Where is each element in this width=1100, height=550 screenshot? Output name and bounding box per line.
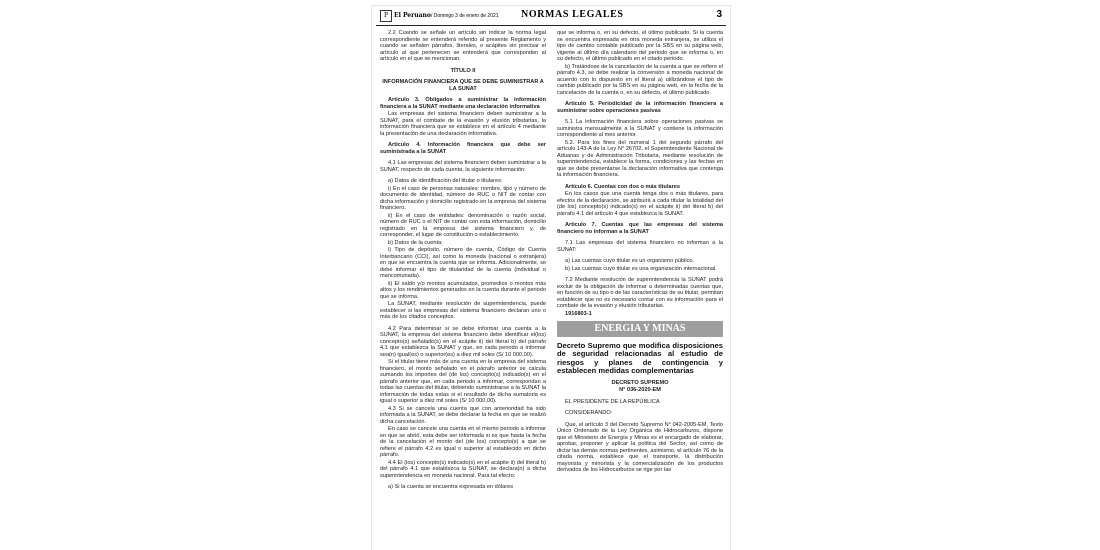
section-title: NORMAS LEGALES: [521, 9, 624, 20]
paragraph: 4.3 Si se cancela una cuenta que con anterioridad ha sido informada a la SUNAT, se debe declarar la fecha en que se realizó dicha cancelación.: [380, 405, 546, 425]
paragraph: 7.2 Mediante resolución de superintendencia la SUNAT podrá excluir de la obligación de informar a determinadas cuentas que, en función de su tipo o de las características de su titular, permitan establecer que no es necesario contar con su información para el combate de la evasión y elusión tributarias.: [557, 277, 723, 309]
paragraph: b) Datos de la cuenta:: [388, 239, 443, 246]
article-heading: Artículo 3. Obligados a suministrar la información financiera a la SUNAT mediante una declaración informativa: [380, 97, 546, 110]
paragraph: 4.2 Para determinar si se debe informar una cuenta a la SUNAT, la empresa del sistema financiero debe identificar el(los) concepto(s) señalado(s) en el acápite ii) del literal b) del párrafo 4.1 que establezca la SUNAT y que, en cada periodo a informar sea(n) igual(es) o superior(es) a diez mil soles (S/ 10 000,00).: [380, 325, 546, 358]
article-heading: Artículo 4. Información financiera que debe ser suministrada a la SUNAT: [380, 142, 546, 155]
paragraph: ii) El saldo y/o montos acumulados, promedios o montos más altos y los rendimientos generados en la cuenta durante el periodo que se informa.: [380, 280, 546, 300]
paragraph: b) Las cuentas cuyo titular es una organización internacional.: [565, 265, 717, 272]
paragraph: 4.1 Las empresas del sistema financiero deben suministrar a la SUNAT, respecto de cada cuenta, la siguiente información:: [380, 160, 546, 173]
section-banner: ENERGIA Y MINAS: [557, 321, 723, 337]
paragraph: a) Datos de identificación del titular o titulares:: [388, 178, 503, 184]
paragraph: En los casos que una cuenta tenga dos o más titulares, para efectos de la declaración, se atribuirá a cada titular la totalidad del (de los) concepto(s) indicado(s) en el acápite ii) del literal b) del párrafo 4.1 del artículo 4 que establezca la SUNAT.: [557, 191, 723, 217]
decree-title: Decreto Supremo que modifica disposiciones de seguridad relacionadas al estudio de riesgos y planes de contingencia y establecen medidas complementarias: [557, 341, 723, 376]
paragraph: 2.2 Cuando se señale un artículo sin indicar la norma legal correspondiente se entenderá referido al presente Reglamento y cuando se señalen párrafos, literales, o acápites sin precisar el artículo al que pertenecen se entenderá que corresponden al artículo en el que se mencionan.: [380, 30, 546, 62]
paragraph: b) Tratándose de la cancelación de la cuenta a que se refiere el párrafo 4.3, se debe realizar la conversión a moneda nacional de acuerdo con lo dispuesto en el literal a) utilizándose el tipo de cambio publicado por la SBS en su página web, en la fecha de la cancelación de la cuenta o, en su defecto, el último publicado.: [557, 63, 723, 96]
paragraph: que se informa o, en su defecto, el último publicado. Si la cuenta se encuentra expresada en otra moneda extranjera, se utiliza el tipo de cambio contable publicado por la SBS en su página web, vigente al último día calendario del periodo que se informa o, en su defecto, el último publicado en el citado periodo.: [557, 30, 723, 62]
section-subheading: INFORMACIÓN FINANCIERA QUE SE DEBE SUMINISTRAR A LA SUNAT: [382, 79, 544, 92]
paragraph: 5.1 La información financiera sobre operaciones pasivas se suministra mensualmente a la SUNAT y contiene la información correspondiente al mes anterior.: [557, 119, 723, 138]
newspaper-logo: P: [380, 10, 392, 22]
article-heading: Artículo 6. Cuentas con dos o más titulares: [565, 183, 681, 190]
paragraph: 7.1 Las empresas del sistema financiero no informan a la SUNAT:: [557, 240, 723, 253]
paragraph: ii) En el caso de entidades: denominación o razón social, número de RUC o el NIT de contar con esta información, domicilio registrado en la empresa del sistema financiero y, de corresponder, el lugar de constitución o establecimiento.: [380, 212, 546, 238]
paragraph: EL PRESIDENTE DE LA REPÚBLICA: [565, 398, 660, 405]
paragraph: 4.4 El (los) concepto(s) indicado(s) en el acápite ii) del literal b) del párrafo 4.1 que establezca la SUNAT, se declara(n) a dicha superintendencia en moneda nacional. Para tal efecto:: [380, 459, 546, 479]
paragraph: La SUNAT, mediante resolución de superintendencia, puede establecer si las empresas del sistema financiero declaran uno o más de los citados conceptos.: [380, 301, 546, 320]
paragraph: Si el titular tiene más de una cuenta en la empresa del sistema financiero, el monto señalado en el párrafo anterior se calcula sumando los importes del (de los) concepto(s) indicado(s) en el párrafo anterior que, en cada periodo a informar, correspondan a todas las cuentas del titular, debiendo suministrarse a la SUNAT la información de todas estas si el resultado de dicha sumatoria es igual o superior a diez mil soles (S/ 10 000,00).: [380, 359, 546, 404]
paragraph: En caso se cancele una cuenta en el mismo periodo a informar en que se abrió, esta debe ser informada si es que hasta la fecha de la cancelación el monto del (de los) concepto(s) a que se refiere el párrafo 4.2 es igual o superior al establecido en dicho párrafo.: [380, 426, 546, 458]
article-heading: Artículo 5. Periodicidad de la información financiera a suministrar sobre operaciones pasivas: [557, 101, 723, 114]
decree-number: N° 036-2020-EM: [619, 387, 661, 394]
decree-label: DECRETO SUPREMO: [611, 379, 669, 386]
paragraph: a) Si la cuenta se encuentra expresada en dólares: [388, 484, 514, 490]
paragraph: Las empresas del sistema financiero deben suministrar a la SUNAT, para el combate de la evasión y elusión tributarias, la información financiera que se establece en el artículo 4 mediante la presentación de una declaración informativa.: [380, 111, 546, 137]
publication-date: / Domingo 3 de enero de 2021: [431, 13, 499, 19]
left-column: [380, 30, 546, 550]
paragraph: i) En el caso de personas naturales: nombre, tipo y número de documento de identidad, número de RUC o NIT de contar con dicha información y domicilio registrado en la empresa del sistema financiero.: [380, 185, 546, 211]
section-heading: TÍTULO II: [450, 67, 476, 74]
paragraph: Que, el artículo 3 del Decreto Supremo N° 042-2005-EM, Texto Único Ordenado de la Ley Orgánica de Hidrocarburos, dispone que el Ministerio de Energía y Minas es el encargado de elaborar, aprobar, proponer y aplicar la política del Sector, así como de dictar las demás normas pertinentes, asimismo, el artículo 76 de la citada norma, establece que el transporte, la distribución mayorista y minorista y la comercialización de los productos derivados de los Hidrocarburos se rige por las: [557, 421, 723, 474]
paragraph: 5.2. Para los fines del numeral 1 del segundo párrafo del artículo 143-A de la Ley N° 26702, el Superintendente Nacional de Aduanas y de Administración Tributaria, mediante resolución de superintendencia, establece la forma, condiciones y las fechas en que se debe presentarse la declaración informativa que contenga la información financiera.: [557, 139, 723, 178]
paragraph: a) Las cuentas cuyo titular es un organismo público.: [565, 258, 695, 264]
article-heading: Artículo 7. Cuentas que las empresas del sistema financiero no informan a la SUNAT: [557, 222, 723, 235]
page-number: 3: [716, 9, 722, 20]
document-number: 1916803-1: [565, 310, 592, 317]
right-column: [557, 30, 723, 550]
newspaper-name: El Peruano: [394, 12, 431, 19]
page-header: [376, 9, 726, 26]
paragraph: CONSIDERANDO:: [565, 410, 613, 417]
newspaper-page: [372, 6, 730, 550]
paragraph: i) Tipo de depósito, número de cuenta, Código de Cuenta Interbancario (CCI), así como la moneda (nacional o extranjera) en que se encuentra la cuenta que se informa. Adicionalmente, se debe informar el tipo de titularidad de la cuenta (individual o mancomunada).: [380, 247, 546, 279]
